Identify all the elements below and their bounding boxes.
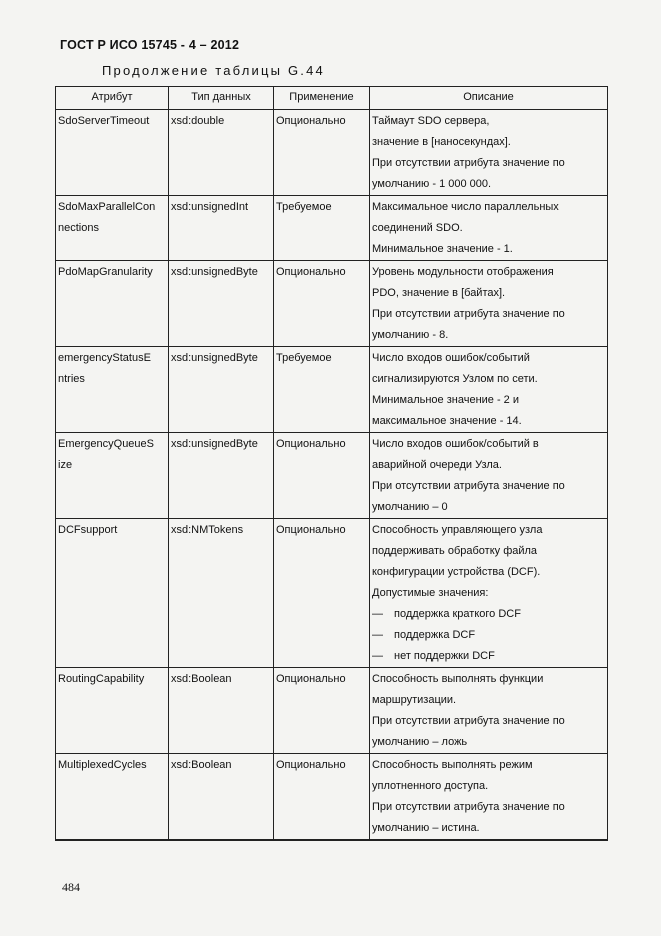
- allowed-value-text: поддержка DCF: [394, 629, 476, 641]
- description-line: При отсутствии атрибута значение по: [372, 480, 565, 492]
- usage-text: Опционально: [276, 524, 346, 536]
- description-line: Способность управляющего узла: [372, 524, 543, 536]
- cell-description: [370, 261, 608, 347]
- allowed-value-text: поддержка краткого DCF: [394, 608, 521, 620]
- attribute-name-line: MultiplexedCycles: [58, 759, 147, 771]
- table-row: [56, 668, 608, 754]
- attribute-table: [55, 86, 608, 841]
- standard-designation: ГОСТ Р ИСО 15745 - 4 – 2012: [60, 38, 240, 52]
- page-number: 484: [62, 880, 80, 894]
- list-dash: —: [372, 608, 383, 620]
- data-type-text: xsd:double: [171, 115, 225, 127]
- data-type-text: xsd:unsignedInt: [171, 201, 249, 213]
- usage-text: Опционально: [276, 115, 346, 127]
- cell-usage: [274, 668, 370, 754]
- allowed-value-item: [372, 646, 605, 667]
- description-line: Число входов ошибок/событий в: [372, 438, 539, 450]
- description-line: уплотненного доступа.: [372, 780, 489, 792]
- attribute-name-line: PdoMapGranularity: [58, 266, 153, 278]
- cell-description: [370, 347, 608, 433]
- column-header-usage: Применение: [274, 87, 370, 110]
- description-line: Таймаут SDO сервера,: [372, 115, 490, 127]
- description-line: соединений SDO.: [372, 222, 463, 234]
- description-line: Уровень модульности отображения: [372, 266, 554, 278]
- data-type-text: xsd:unsignedByte: [171, 352, 258, 364]
- cell-attribute: [56, 261, 169, 347]
- attribute-name-line: SdoMaxParallelCon: [58, 201, 156, 213]
- description-line: умолчанию – ложь: [372, 736, 468, 748]
- cell-description: [370, 668, 608, 754]
- data-type-text: xsd:Boolean: [171, 759, 232, 771]
- description-line: При отсутствии атрибута значение по: [372, 715, 565, 727]
- data-type-text: xsd:unsignedByte: [171, 266, 258, 278]
- description-line: конфигурации устройства (DCF).: [372, 566, 541, 578]
- description-line: При отсутствии атрибута значение по: [372, 308, 565, 320]
- description-line: поддерживать обработку файла: [372, 545, 538, 557]
- cell-usage: [274, 261, 370, 347]
- table-caption: Продолжение таблицы G.44: [102, 63, 325, 78]
- attribute-name-line: DCFsupport: [58, 524, 118, 536]
- cell-attribute: [56, 519, 169, 668]
- description-line: Способность выполнять режим: [372, 759, 533, 771]
- cell-data-type: [169, 668, 274, 754]
- cell-attribute: [56, 754, 169, 841]
- description-line: PDO, значение в [байтах].: [372, 287, 506, 299]
- table-row: [56, 519, 608, 668]
- usage-text: Требуемое: [276, 352, 332, 364]
- attribute-name-line: nections: [58, 222, 99, 234]
- description-line: Способность выполнять функции: [372, 673, 544, 685]
- column-header-description: Описание: [370, 87, 608, 110]
- description-line: Максимальное число параллельных: [372, 201, 559, 213]
- description-line: При отсутствии атрибута значение по: [372, 157, 565, 169]
- data-type-text: xsd:unsignedByte: [171, 438, 258, 450]
- usage-text: Опционально: [276, 759, 346, 771]
- attribute-name-line: ize: [58, 459, 73, 471]
- description-line: умолчанию – 0: [372, 501, 448, 513]
- cell-data-type: [169, 433, 274, 519]
- attribute-name-line: RoutingCapability: [58, 673, 145, 685]
- allowed-value-item: [372, 604, 605, 625]
- cell-attribute: [56, 110, 169, 196]
- cell-data-type: [169, 196, 274, 261]
- description-line: умолчанию - 8.: [372, 329, 449, 341]
- description-line: максимальное значение - 14.: [372, 415, 522, 427]
- table-row: [56, 196, 608, 261]
- usage-text: Требуемое: [276, 201, 332, 213]
- attribute-name-line: EmergencyQueueS: [58, 438, 154, 450]
- cell-data-type: [169, 110, 274, 196]
- data-type-text: xsd:NMTokens: [171, 524, 244, 536]
- cell-description: [370, 433, 608, 519]
- table-row: [56, 347, 608, 433]
- description-line: Число входов ошибок/событий: [372, 352, 530, 364]
- usage-text: Опционально: [276, 266, 346, 278]
- column-header-data-type: Тип данных: [169, 87, 274, 110]
- table-body: [56, 110, 608, 841]
- cell-usage: [274, 433, 370, 519]
- table-row: [56, 754, 608, 841]
- attribute-name-line: ntries: [58, 373, 85, 385]
- cell-data-type: [169, 754, 274, 841]
- cell-description: [370, 196, 608, 261]
- cell-attribute: [56, 196, 169, 261]
- cell-attribute: [56, 668, 169, 754]
- cell-data-type: [169, 519, 274, 668]
- attribute-name-line: emergencyStatusE: [58, 352, 151, 364]
- cell-attribute: [56, 347, 169, 433]
- description-line: маршрутизации.: [372, 694, 457, 706]
- description-line: значение в [наносекундах].: [372, 136, 511, 148]
- cell-usage: [274, 519, 370, 668]
- cell-data-type: [169, 347, 274, 433]
- attribute-name-line: SdoServerTimeout: [58, 115, 150, 127]
- table-row: [56, 110, 608, 196]
- cell-description: [370, 519, 608, 668]
- usage-text: Опционально: [276, 438, 346, 450]
- description-line: умолчанию - 1 000 000.: [372, 178, 492, 190]
- description-line: При отсутствии атрибута значение по: [372, 801, 565, 813]
- cell-description: [370, 754, 608, 841]
- allowed-value-text: нет поддержки DCF: [394, 650, 495, 662]
- allowed-value-item: [372, 625, 605, 646]
- usage-text: Опционально: [276, 673, 346, 685]
- cell-usage: [274, 754, 370, 841]
- description-line: умолчанию – истина.: [372, 822, 480, 834]
- table-header-row: [56, 87, 608, 110]
- list-dash: —: [372, 650, 383, 662]
- description-line: Допустимые значения:: [372, 587, 489, 599]
- description-line: сигнализируются Узлом по сети.: [372, 373, 538, 385]
- column-header-attribute: Атрибут: [56, 87, 169, 110]
- description-line: Минимальное значение - 2 и: [372, 394, 519, 406]
- list-dash: —: [372, 629, 383, 641]
- data-type-text: xsd:Boolean: [171, 673, 232, 685]
- table-row: [56, 433, 608, 519]
- description-line: аварийной очереди Узла.: [372, 459, 502, 471]
- cell-attribute: [56, 433, 169, 519]
- cell-description: [370, 110, 608, 196]
- cell-usage: [274, 110, 370, 196]
- cell-data-type: [169, 261, 274, 347]
- description-line: Минимальное значение - 1.: [372, 243, 513, 255]
- cell-usage: [274, 347, 370, 433]
- table-row: [56, 261, 608, 347]
- cell-usage: [274, 196, 370, 261]
